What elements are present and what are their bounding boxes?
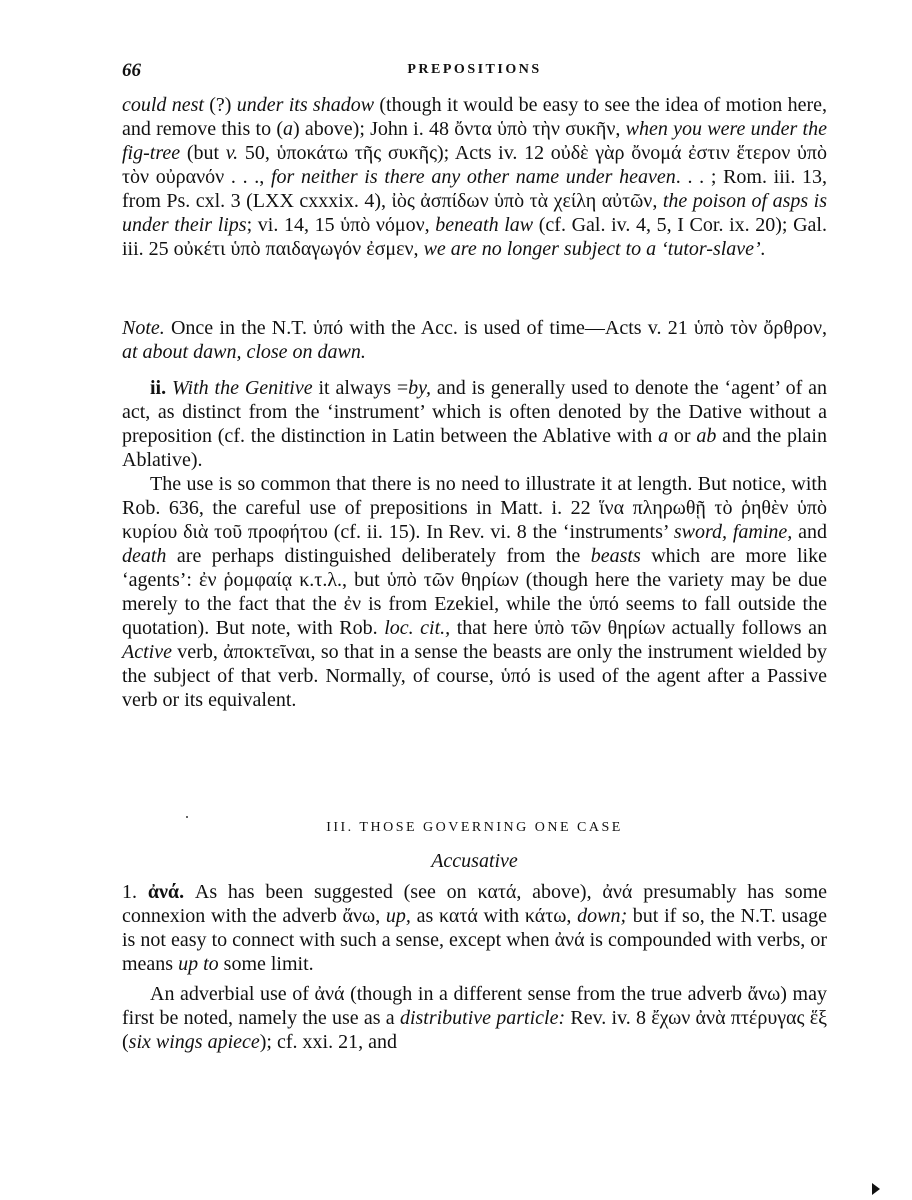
paragraph-agent-instrument: The use is so common that there is no need to illustrate it at length. But notice, with Rob. 636, the careful use of prepositions in Matt. i. 22 ἵνα πληρωθῇ τὸ ῥηθὲν ὑπὸ κυρίου διὰ τοῦ προφήτου (cf. ii. 15). In Rev. vi. 8 the ‘instruments’ sword, famine, and death are perhaps distinguished deliberately from the beasts which are more like ‘agents’: ἐν ῥομφαίᾳ κ.τ.λ., but ὑπὸ τῶν θηρίων (though here the variety may be due merely to the fact that the ἐν is from Ezekiel, while the ὑπό seems to fall outside the quotation). But note, with Rob. loc. cit., that here ὑπὸ τῶν θηρίων actually follows an Active verb, ἀποκτεῖναι, so that in a sense the beasts are only the instrument wielded by the subject of that verb. Normally, of course, ὑπό is used of the agent after a Passive verb or its equivalent. xyxy=(122,473,827,711)
section-heading: III. THOSE GOVERNING ONE CASE xyxy=(326,820,623,835)
running-head: PREPOSITIONS xyxy=(407,62,542,77)
print-speck xyxy=(186,816,188,818)
note-paragraph: Note. Once in the N.T. ὑπό with the Acc. is used of time—Acts v. 21 ὑπὸ τὸν ὄρθρον, at about dawn, close on dawn. xyxy=(122,317,827,363)
section-subheading: Accusative xyxy=(431,850,518,872)
paragraph-upo-accusative-examples: could nest (?) under its shadow (though it would be easy to see the idea of motion here, and remove this to (a) above); John i. 48 ὄντα ὑπὸ τὴν συκῆν, when you were under the fig-tree (but v. 50, ὑποκάτω τῆς συκῆς); Acts iv. 12 οὐδὲ γὰρ ὄνομά ἐστιν ἕτερον ὑπὸ τὸν οὐρανόν . . ., for neither is there any other name under heaven. . . ; Rom. iii. 13, from Ps. cxl. 3 (LXX cxxxix. 4), ἰὸς ἀσπίδων ὑπὸ τὰ χείλη αὐτῶν, the poison of asps is under their lips; vi. 14, 15 ὑπὸ νόμον, beneath law (cf. Gal. iv. 4, 5, I Cor. ix. 20); Gal. iii. 25 οὐκέτι ὑπὸ παιδαγωγόν ἐσμεν, we are no longer subject to a ‘tutor-slave’. xyxy=(122,94,828,260)
paragraph-ana: 1. ἀνά. As has been suggested (see on κατά, above), ἀνά presumably has some connexion with the adverb ἄνω, up, as κατά with κάτω, down; but if so, the N.T. usage is not easy to connect with such a sense, except when ἀνά is compounded with verbs, or means up to some limit. xyxy=(122,881,828,975)
paragraph-ana-adverbial: An adverbial use of ἀνά (though in a different sense from the true adverb ἄνω) may first be noted, namely the use as a distributive particle: Rev. iv. 8 ἔχων ἀνὰ πτέρυγας ἕξ (six wings apiece); cf. xxi. 21, and xyxy=(122,983,828,1053)
page-number: 66 xyxy=(122,60,141,81)
page-header xyxy=(122,60,827,88)
page-corner-arrow-icon xyxy=(872,1183,880,1195)
paragraph-upo-genitive: ii. With the Genitive it always =by, and is generally used to denote the ‘agent’ of an act, as distinct from the ‘instrument’ which is often denoted by the Dative without a preposition (cf. the distinction in Latin between the Ablative with a or ab and the plain Ablative). xyxy=(122,377,827,471)
